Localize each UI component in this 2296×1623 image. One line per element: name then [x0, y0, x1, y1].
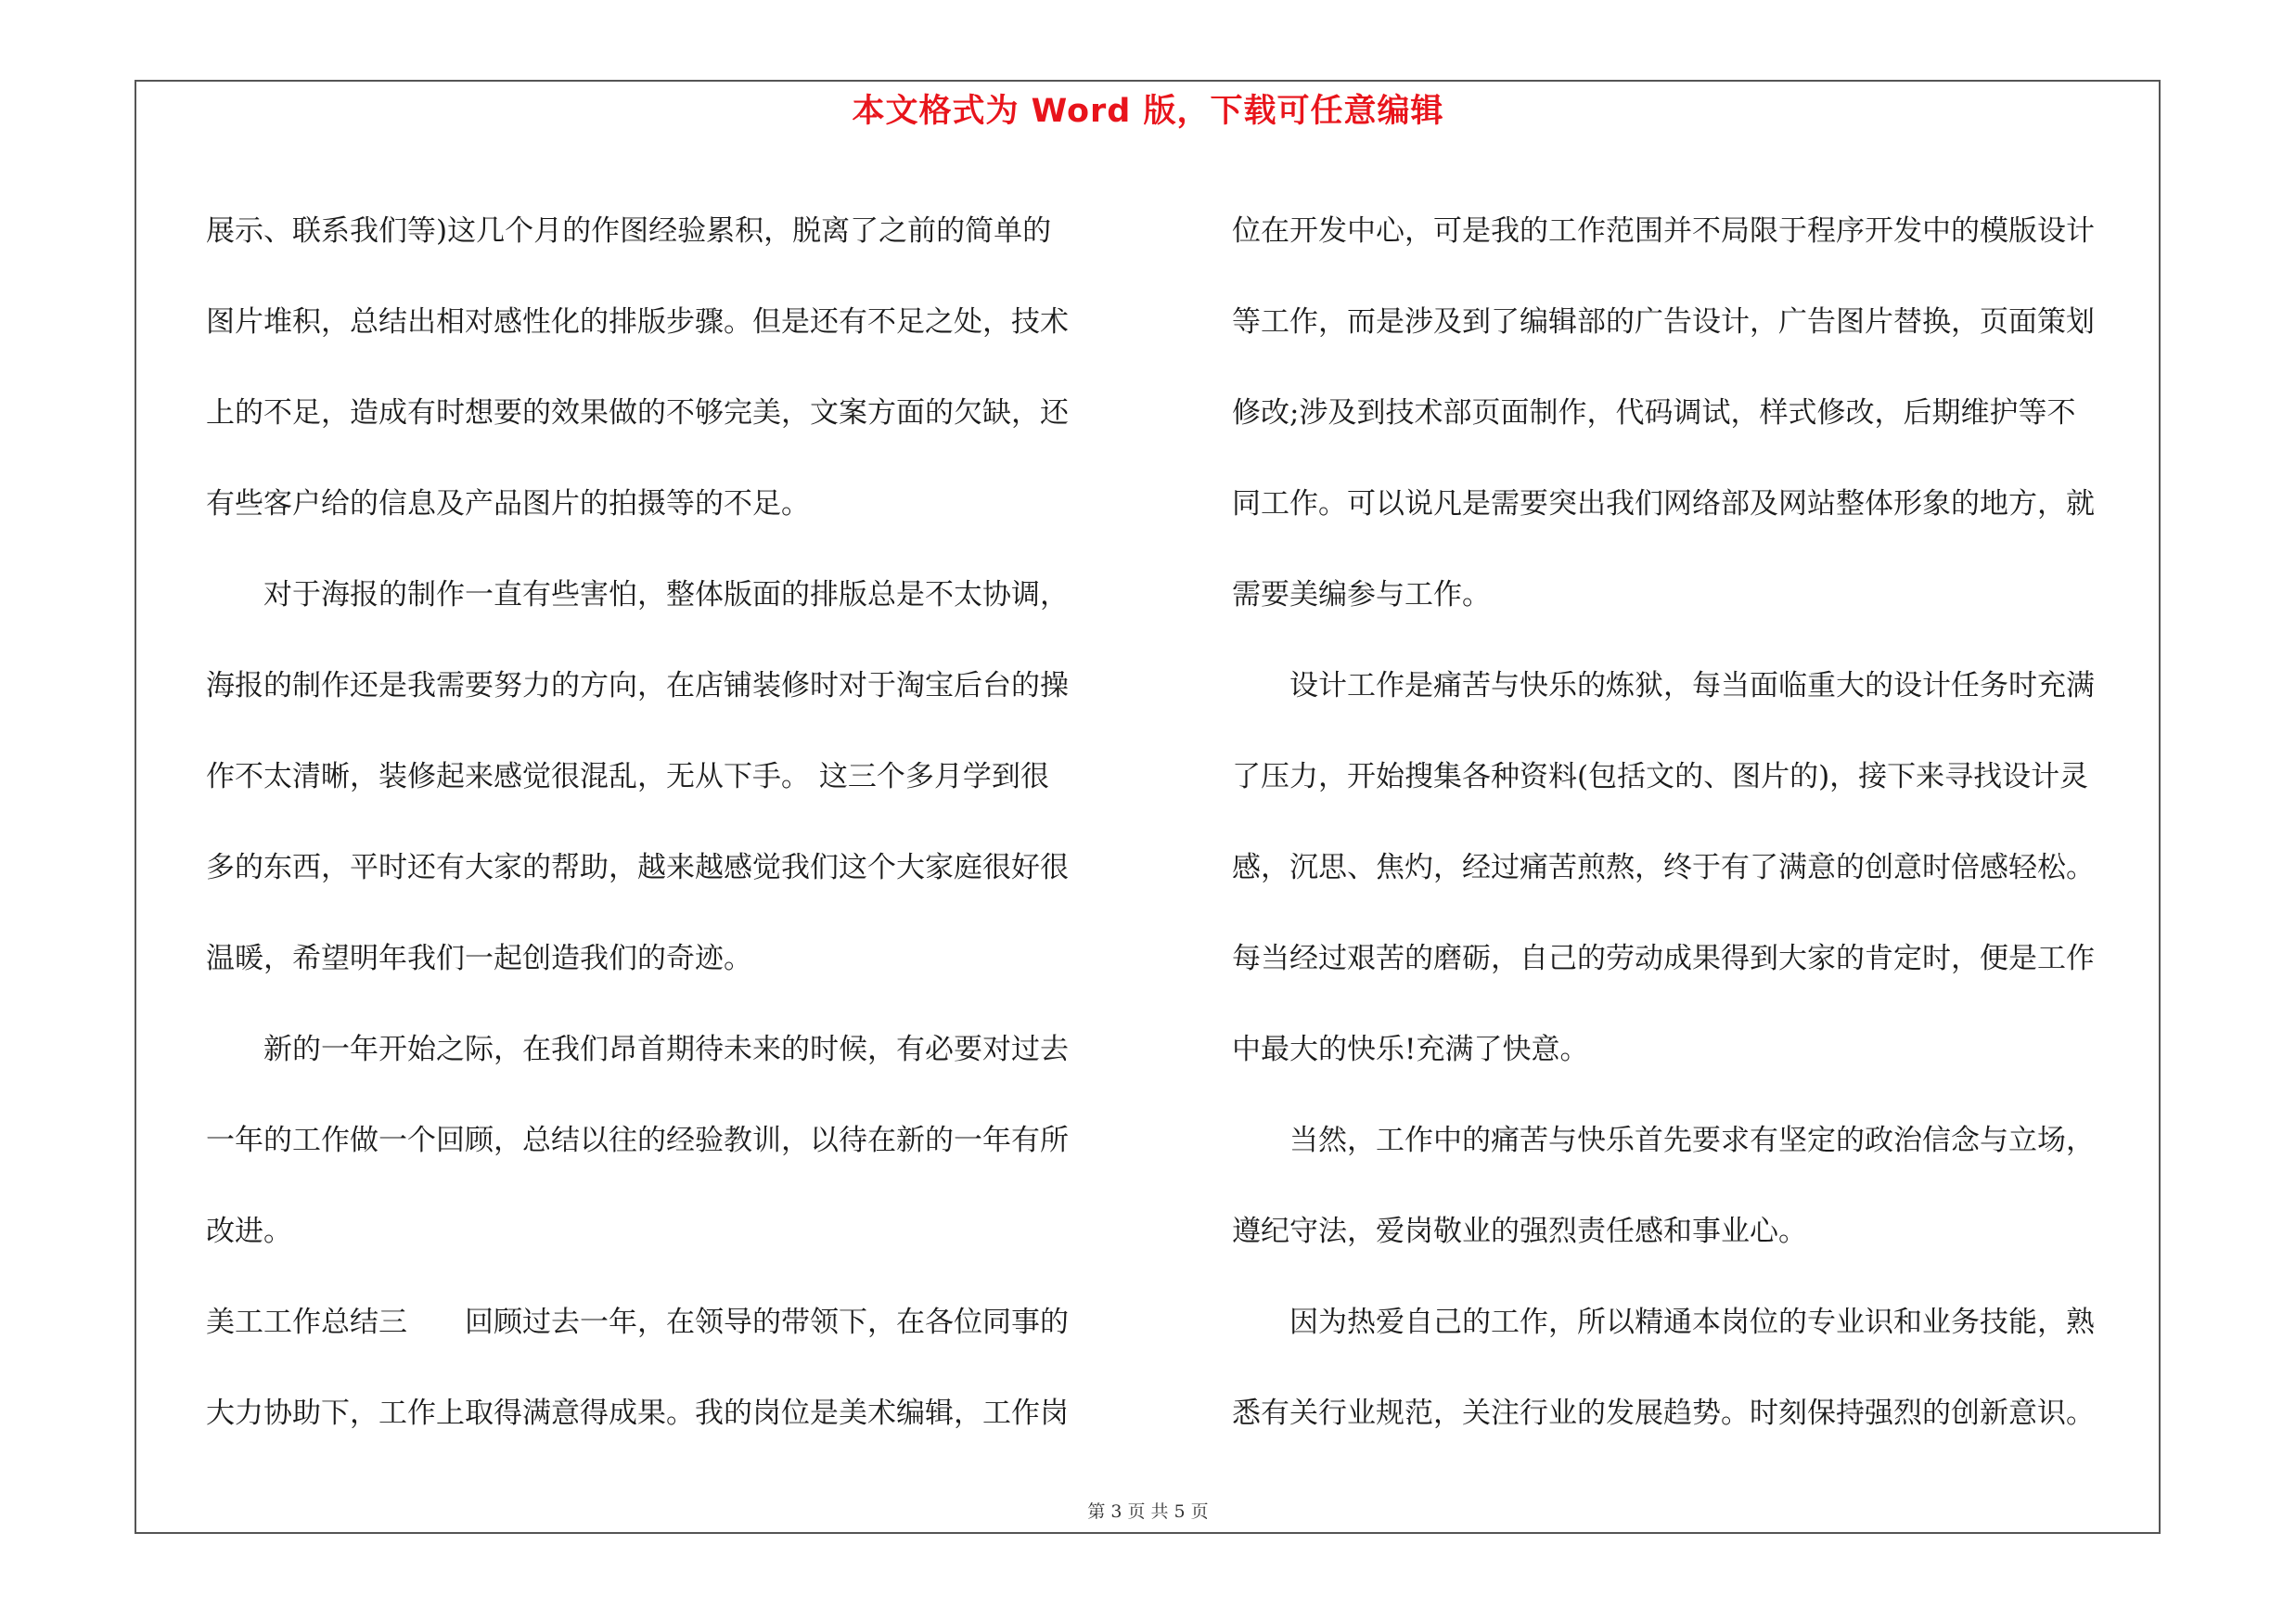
- text-line: 同工作。可以说凡是需要突出我们网络部及网站整体形象的地方，就: [1232, 487, 2095, 521]
- text-line: 有些客户给的信息及产品图片的拍摄等的不足。: [206, 487, 810, 521]
- text-line: 修改;涉及到技术部页面制作，代码调试，样式修改，后期维护等不: [1232, 396, 2076, 430]
- right-column: [1232, 186, 2160, 1459]
- text-line: 感，沉思、焦灼，经过痛苦煎熬，终于有了满意的创意时倍感轻松。: [1232, 851, 2095, 884]
- text-line: 展示、联系我们等)这几个月的作图经验累积，脱离了之前的简单的: [206, 214, 1052, 248]
- text-line: 对于海报的制作一直有些害怕，整体版面的排版总是不太协调，: [206, 578, 1069, 612]
- text-line: 海报的制作还是我需要努力的方向，在店铺装修时对于淘宝后台的操: [206, 669, 1069, 702]
- text-line: 美工工作总结三 回顾过去一年，在领导的带领下，在各位同事的: [206, 1306, 1069, 1339]
- text-line: 了压力，开始搜集各种资料(包括文的、图片的)，接下来寻找设计灵: [1232, 760, 2089, 793]
- text-line: 多的东西，平时还有大家的帮助，越来越感觉我们这个大家庭很好很: [206, 851, 1069, 884]
- text-line: 需要美编参与工作。: [1232, 578, 1491, 612]
- text-line: 设计工作是痛苦与快乐的炼狱，每当面临重大的设计任务时充满: [1232, 669, 2095, 702]
- text-line: 作不太清晰，装修起来感觉很混乱，无从下手。 这三个多月学到很: [206, 760, 1049, 793]
- text-line: 上的不足，造成有时想要的效果做的不够完美，文案方面的欠缺，还: [206, 396, 1069, 430]
- left-column: [206, 186, 1141, 1459]
- text-line: 新的一年开始之际，在我们昂首期待未来的时候，有必要对过去: [206, 1033, 1069, 1066]
- text-line: 大力协助下，工作上取得满意得成果。我的岗位是美术编辑，工作岗: [206, 1397, 1069, 1430]
- text-line: 等工作，而是涉及到了编辑部的广告设计，广告图片替换，页面策划: [1232, 305, 2095, 339]
- text-line: 中最大的快乐!充满了快意。: [1232, 1033, 1589, 1066]
- text-line: 图片堆积，总结出相对感性化的排版步骤。但是还有不足之处，技术: [206, 305, 1069, 339]
- text-line: 位在开发中心，可是我的工作范围并不局限于程序开发中的模版设计: [1232, 214, 2095, 248]
- text-line: 悉有关行业规范，关注行业的发展趋势。时刻保持强烈的创新意识。: [1232, 1397, 2095, 1430]
- page-number-footer: 第 3 页 共 5 页: [1087, 1501, 1209, 1522]
- text-line: 每当经过艰苦的磨砺，自己的劳动成果得到大家的肯定时，便是工作: [1232, 942, 2095, 975]
- text-line: 因为热爱自己的工作，所以精通本岗位的专业识和业务技能，熟: [1232, 1306, 2095, 1339]
- text-line: 温暖，希望明年我们一起创造我们的奇迹。: [206, 942, 752, 975]
- format-banner: 本文格式为 Word 版，下载可任意编辑: [852, 93, 1444, 130]
- text-line: 当然，工作中的痛苦与快乐首先要求有坚定的政治信念与立场，: [1232, 1124, 2095, 1157]
- text-line: 改进。: [206, 1215, 292, 1248]
- text-line: 一年的工作做一个回顾，总结以往的经验教训，以待在新的一年有所: [206, 1124, 1069, 1157]
- text-line: 遵纪守法，爱岗敬业的强烈责任感和事业心。: [1232, 1215, 1807, 1248]
